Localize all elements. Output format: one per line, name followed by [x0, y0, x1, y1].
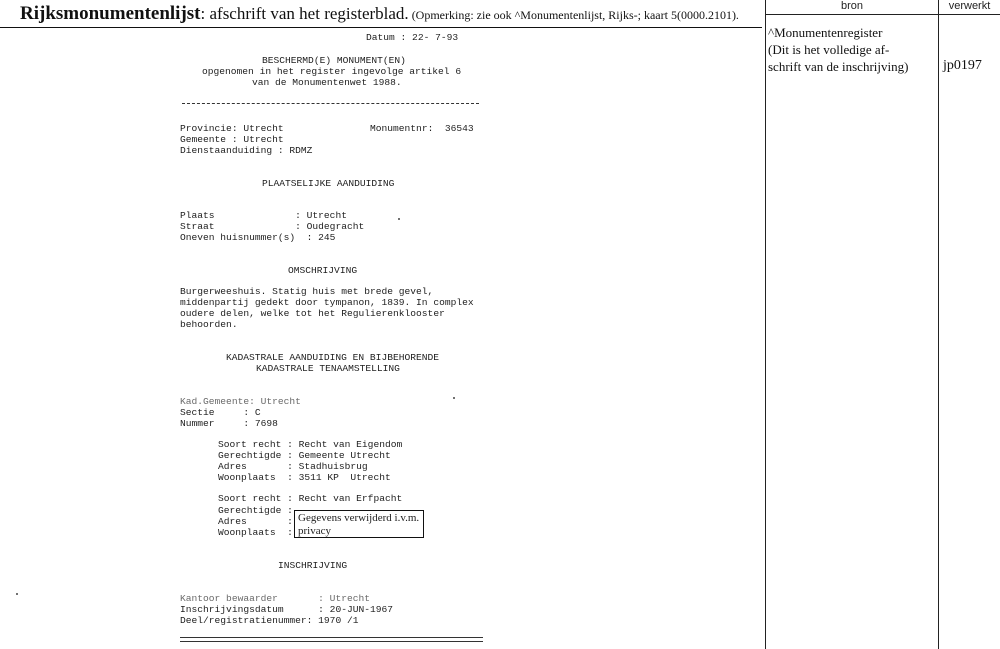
recht-line: Soort recht : Recht van Eigendom: [218, 439, 403, 450]
nummer: Nummer : 7698: [180, 418, 278, 429]
heading-kadastrale: KADASTRALE AANDUIDING EN BIJBEHORENDE: [226, 352, 440, 363]
plaats: Plaats : Utrecht: [180, 210, 347, 221]
kad-gemeente: Kad.Gemeente: Utrecht: [180, 396, 301, 407]
heading-opgenomen: opgenomen in het register ingevolge artikel 6: [202, 66, 462, 77]
erfpacht-line: Soort recht : Recht van Erfpacht: [218, 493, 403, 504]
bron-cell: [768, 24, 938, 75]
privacy-line: Gegevens verwijderd i.v.m.: [298, 512, 420, 524]
erfpacht-line: Adres :: [218, 516, 293, 527]
sectie: Sectie : C: [180, 407, 261, 418]
column-header-bron: bron: [840, 0, 864, 12]
heading-beschermd: BESCHERMD(E) MONUMENT(EN): [262, 55, 406, 66]
omschrijving-line: Burgerweeshuis. Statig huis met brede gevel,: [180, 286, 434, 297]
omschrijving-line: behoorden.: [180, 319, 238, 330]
dashed-separator: [182, 103, 479, 104]
document-title: [20, 3, 762, 27]
verwerkt-cell: jp0197: [943, 58, 982, 73]
omschrijving-line: oudere delen, welke tot het Regulierenklooster: [180, 308, 445, 319]
recht-line: Woonplaats : 3511 KP Utrecht: [218, 472, 391, 483]
erfpacht-line: Woonplaats :: [218, 527, 293, 538]
title-underline: [0, 27, 762, 28]
title-note: (Opmerking: zie ook ^Monumentenlijst, Rijks-; kaart 5(0000.2101).: [408, 8, 739, 22]
column-divider-verwerkt: [938, 0, 939, 649]
recht-line: Adres : Stadhuisbrug: [218, 461, 368, 472]
bron-line: (Dit is het volledige af-: [768, 42, 890, 57]
monumentnr: Monumentnr: 36543: [370, 123, 474, 134]
inschrijvingsdatum: Inschrijvingsdatum : 20-JUN-1967: [180, 604, 394, 615]
erfpacht-line: Gerechtigde :: [218, 505, 293, 516]
title-bold: Rijksmonumentenlijst: [20, 3, 201, 24]
deel-registratienummer: Deel/registratienummer: 1970 /1: [180, 615, 359, 626]
datum: Datum : 22- 7-93: [366, 32, 459, 43]
scan-speck: [453, 397, 455, 399]
double-bottom-rule: [180, 637, 483, 642]
privacy-line: privacy: [298, 524, 331, 537]
straat: Straat : Oudegracht: [180, 221, 365, 232]
heading-monumentenwet: van de Monumentenwet 1988.: [252, 77, 402, 88]
title-rest: : afschrift van het registerblad.: [200, 4, 409, 23]
provincie: Provincie: Utrecht: [180, 123, 284, 134]
heading-inschrijving: INSCHRIJVING: [278, 560, 348, 571]
heading-tenaamstelling: KADASTRALE TENAAMSTELLING: [256, 363, 400, 374]
column-header-verwerkt: verwerkt: [948, 0, 991, 12]
recht-line: Gerechtigde : Gemeente Utrecht: [218, 450, 391, 461]
kantoor-bewaarder: Kantoor bewaarder : Utrecht: [180, 593, 370, 604]
scan-speck: [398, 218, 400, 220]
bron-line: ^Monumentenregister: [768, 25, 883, 40]
heading-plaatselijke: PLAATSELIJKE AANDUIDING: [262, 178, 395, 189]
bron-line: schrift van de inschrijving): [768, 59, 909, 74]
gemeente: Gemeente : Utrecht: [180, 134, 284, 145]
omschrijving-line: middenpartij gedekt door tympanon, 1839. In complex: [180, 297, 474, 308]
header-rule: [765, 14, 1000, 15]
heading-omschrijving: OMSCHRIJVING: [288, 265, 358, 276]
column-divider-bron: [765, 0, 766, 649]
scan-speck: [16, 593, 18, 595]
privacy-redaction-box: [294, 510, 424, 538]
dienstaanduiding: Dienstaanduiding : RDMZ: [180, 145, 313, 156]
huisnummer: Oneven huisnummer(s) : 245: [180, 232, 336, 243]
